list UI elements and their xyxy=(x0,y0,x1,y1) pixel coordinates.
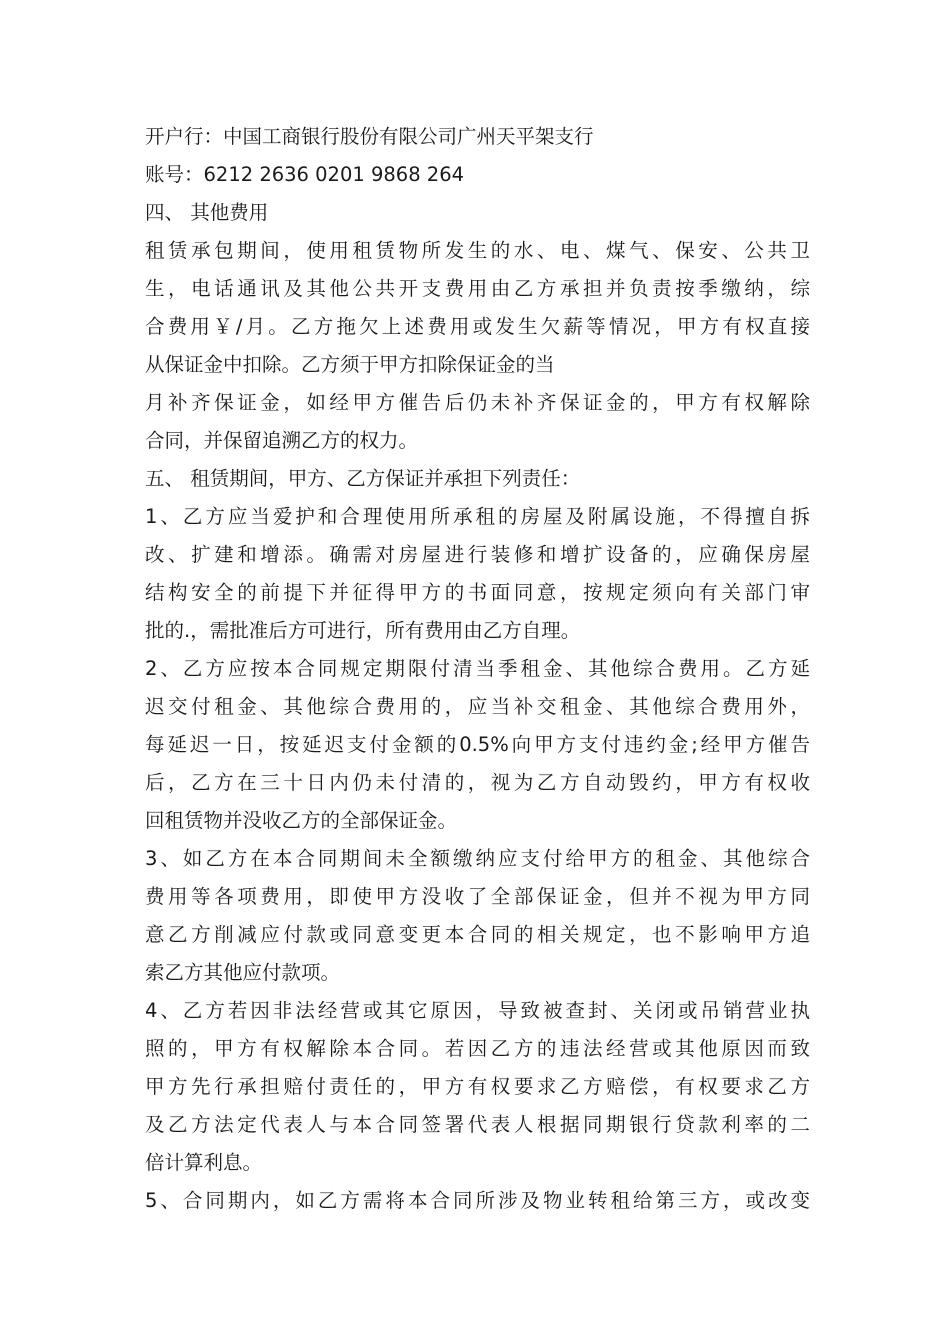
line-14: 批的.，需批准后方可进行，所有费用由乙方自理。 xyxy=(145,619,581,642)
line-28: 倍计算利息。 xyxy=(145,1151,263,1174)
line-1: 开户行：中国工商银行股份有限公司广州天平架支行 xyxy=(145,125,594,148)
line-6: 合费用￥/月。乙方拖欠上述费用或发生欠薪等情况，甲方有权直接 xyxy=(145,315,810,338)
line-16: 迟交付租金、其他综合费用的，应当补交租金、其他综合费用外， xyxy=(145,695,810,718)
line-5: 生，电话通讯及其他公共开支费用由乙方承担并负责按季缴纳，综 xyxy=(145,277,810,300)
line-18: 后，乙方在三十日内仍未付清的，视为乙方自动毁约，甲方有权收 xyxy=(145,771,810,794)
line-17: 每延迟一日，按延迟支付金额的0.5%向甲方支付违约金;经甲方催告 xyxy=(145,733,810,756)
line-10: 五、 租赁期间，甲方、乙方保证并承担下列责任： xyxy=(145,467,581,490)
line-15: 2、乙方应按本合同规定期限付清当季租金、其他综合费用。乙方延 xyxy=(145,657,810,680)
line-13: 结构安全的前提下并征得甲方的书面同意，按规定须向有关部门审 xyxy=(145,581,810,604)
line-8: 月补齐保证金，如经甲方催告后仍未补齐保证金的，甲方有权解除 xyxy=(145,391,810,414)
line-27: 及乙方法定代表人与本合同签署代表人根据同期银行贷款利率的二 xyxy=(145,1113,810,1136)
line-7: 从保证金中扣除。乙方须于甲方扣除保证金的当 xyxy=(145,353,555,376)
line-25: 照的，甲方有权解除本合同。若因乙方的违法经营或其他原因而致 xyxy=(145,1037,810,1060)
line-22: 意乙方削减应付款或同意变更本合同的相关规定，也不影响甲方追 xyxy=(145,923,810,946)
line-3: 四、 其他费用 xyxy=(145,201,269,224)
line-4: 租赁承包期间，使用租赁物所发生的水、电、煤气、保安、公共卫 xyxy=(145,239,810,262)
line-19: 回租赁物并没收乙方的全部保证金。 xyxy=(145,809,458,832)
line-9: 合同，并保留追溯乙方的权力。 xyxy=(145,429,419,452)
line-29: 5、合同期内，如乙方需将本合同所涉及物业转租给第三方，或改变 xyxy=(145,1189,810,1212)
line-21: 费用等各项费用，即使甲方没收了全部保证金，但并不视为甲方同 xyxy=(145,885,810,908)
line-26: 甲方先行承担赔付责任的，甲方有权要求乙方赔偿，有权要求乙方 xyxy=(145,1075,810,1098)
line-24: 4、乙方若因非法经营或其它原因，导致被查封、关闭或吊销营业执 xyxy=(145,999,810,1022)
line-23: 索乙方其他应付款项。 xyxy=(145,961,341,984)
line-2: 账号：6212 2636 0201 9868 264 xyxy=(145,163,465,186)
document-body xyxy=(145,118,810,1220)
line-11: 1、乙方应当爱护和合理使用所承租的房屋及附属设施，不得擅自拆 xyxy=(145,505,810,528)
line-20: 3、如乙方在本合同期间未全额缴纳应支付给甲方的租金、其他综合 xyxy=(145,847,810,870)
line-12: 改、扩建和增添。确需对房屋进行装修和增扩设备的，应确保房屋 xyxy=(145,543,810,566)
